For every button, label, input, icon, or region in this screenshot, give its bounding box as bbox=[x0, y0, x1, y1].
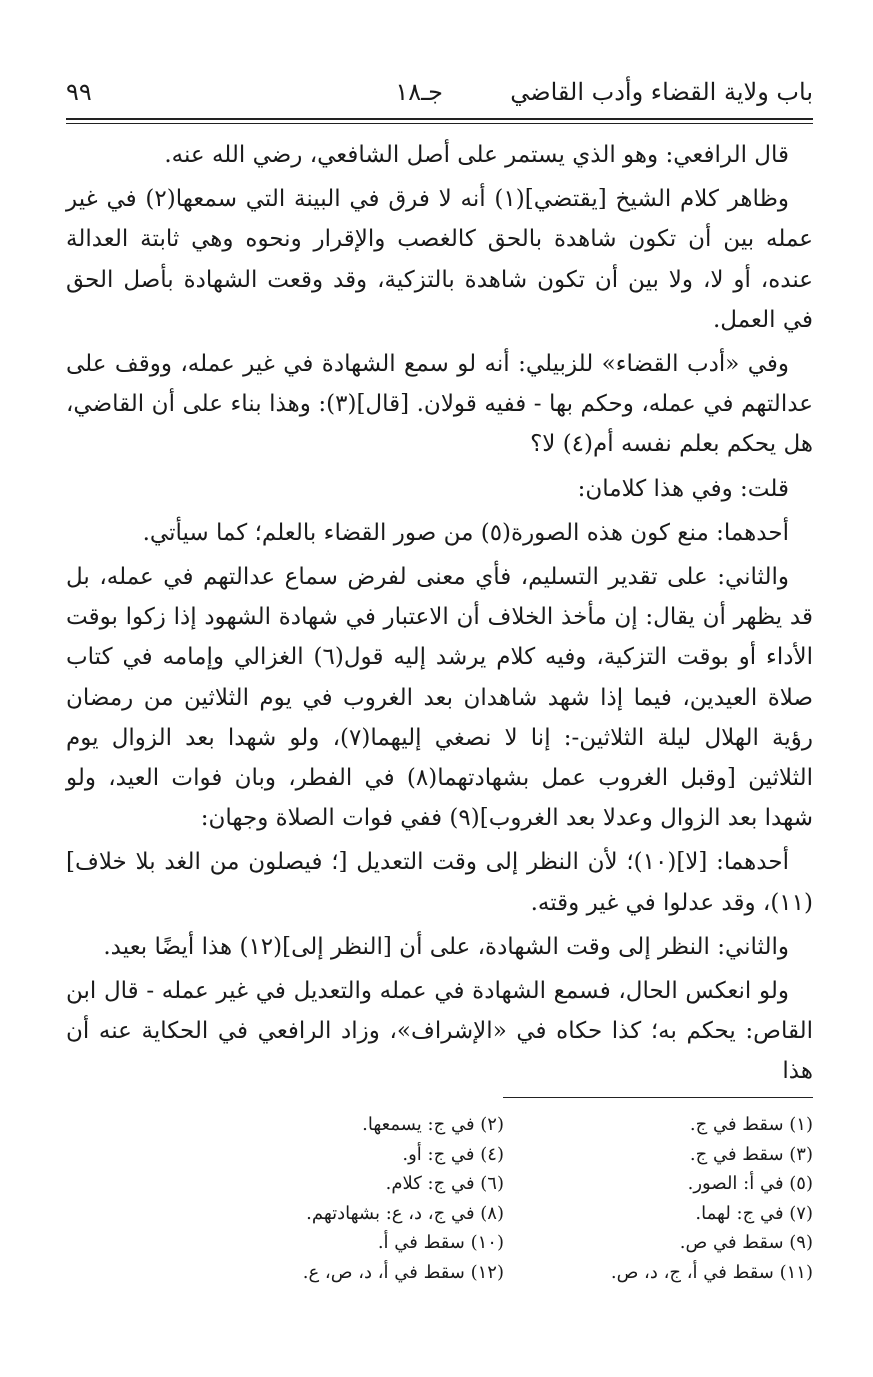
footnote: (٨) في ج، د، ع: بشهادتهم. bbox=[306, 1202, 504, 1224]
paragraph: وظاهر كلام الشيخ [يقتضي](١) أنه لا فرق في البينة التي سمعها(٢) في غير عمله بين أن تكون شاهدة بالحق كالغصب والإقرار ونحوه وهي ثابتة العدالة عنده، أو لا، ولا بين أن تكون شاهدة بالتزكية، وقد وقعت الشهادة بأصل الحق في العمل. bbox=[66, 186, 813, 333]
footnote: (٦) في ج: كلام. bbox=[385, 1173, 504, 1194]
footnote-rule bbox=[503, 1097, 813, 1098]
paragraph: أحدهما: منع كون هذه الصورة(٥) من صور القضاء بالعلم؛ كما سيأتي. bbox=[142, 519, 789, 546]
footnote: (٧) في ج: لهما. bbox=[695, 1202, 813, 1224]
footnotes bbox=[215, 1110, 813, 1287]
page-number: ٩٩ bbox=[66, 78, 92, 106]
footnote: (١٢) سقط في أ، د، ص، ع. bbox=[302, 1261, 504, 1283]
footnote: (٢) في ج: يسمعها. bbox=[362, 1114, 504, 1135]
footnote: (١١) سقط في أ، ج، د، ص. bbox=[610, 1261, 813, 1283]
footnote: (١٠) سقط في أ. bbox=[377, 1232, 504, 1253]
footnote: (٣) سقط في ج. bbox=[689, 1143, 813, 1165]
paragraph: والثاني: النظر إلى وقت الشهادة، على أن [النظر إلى](١٢) هذا أيضًا بعيد. bbox=[103, 933, 789, 960]
footnote: (١) سقط في ج. bbox=[689, 1114, 813, 1135]
paragraph: قال الرافعي: وهو الذي يستمر على أصل الشافعي، رضي الله عنه. bbox=[164, 142, 789, 168]
paragraph: ولو انعكس الحال، فسمع الشهادة في عمله والتعديل في غير عمله - قال ابن القاص: يحكم به؛ كذا حكاه في «الإشراف»، وزاد الرافعي في الحكاية عنه أن هذا bbox=[66, 978, 813, 1085]
header-rule bbox=[66, 118, 813, 120]
paragraph: وفي «أدب القضاء» للزبيلي: أنه لو سمع الشهادة في غير عمله، ووقف على عدالتهم في عمله، وحكم بها - ففيه قولان. [قال](٣): وهذا بناء على أن القاضي، هل يحكم بعلم نفسه أم(٤) لا؟ bbox=[66, 351, 814, 458]
header-rule-thin bbox=[66, 123, 813, 124]
footnote: (٩) سقط في ص. bbox=[679, 1232, 813, 1253]
paragraph: قلت: وفي هذا كلامان: bbox=[577, 475, 789, 502]
chapter-title: باب ولاية القضاء وأدب القاضي bbox=[510, 78, 813, 106]
running-header bbox=[66, 70, 813, 116]
footnote: (٤) في ج: أو. bbox=[402, 1143, 504, 1165]
paragraph: أحدهما: [لا](١٠)؛ لأن النظر إلى وقت التعديل [؛ فيصلون من الغد بلا خلاف](١١)، وقد عدلوا في غير وقته. bbox=[66, 849, 813, 916]
paragraph: والثاني: على تقدير التسليم، فأي معنى لفرض سماع عدالتهم في عمله، بل قد يظهر أن يقال: إن مأخذ الخلاف أن الاعتبار في شهادة الشهود إذا زكوا بوقت الأداء أو بوقت التزكية، وفيه كلام يرشد إليه قول(٦) الغزالي وإمامه في كتاب صلاة العيدين، فيما إذا شهد شاهدان بعد الغروب في يوم الثلاثين من رمضان رؤية الهلال ليلة الثلاثين-: إنا لا نصغي إليهما(٧)، ولو شهدا بعد الزوال يوم الثلاثين [وقبل الغروب عمل بشهادتهما(٨) في الفطر، وبان فوات العيد، ولو شهدا بعد الزوال وعدلا بعد الغروب](٩) ففي فوات الصلاة وجهان: bbox=[66, 564, 813, 832]
main-text bbox=[66, 135, 813, 1096]
footnote: (٥) في أ: الصور. bbox=[687, 1173, 813, 1194]
volume-label: جـ١٨ bbox=[395, 78, 443, 106]
